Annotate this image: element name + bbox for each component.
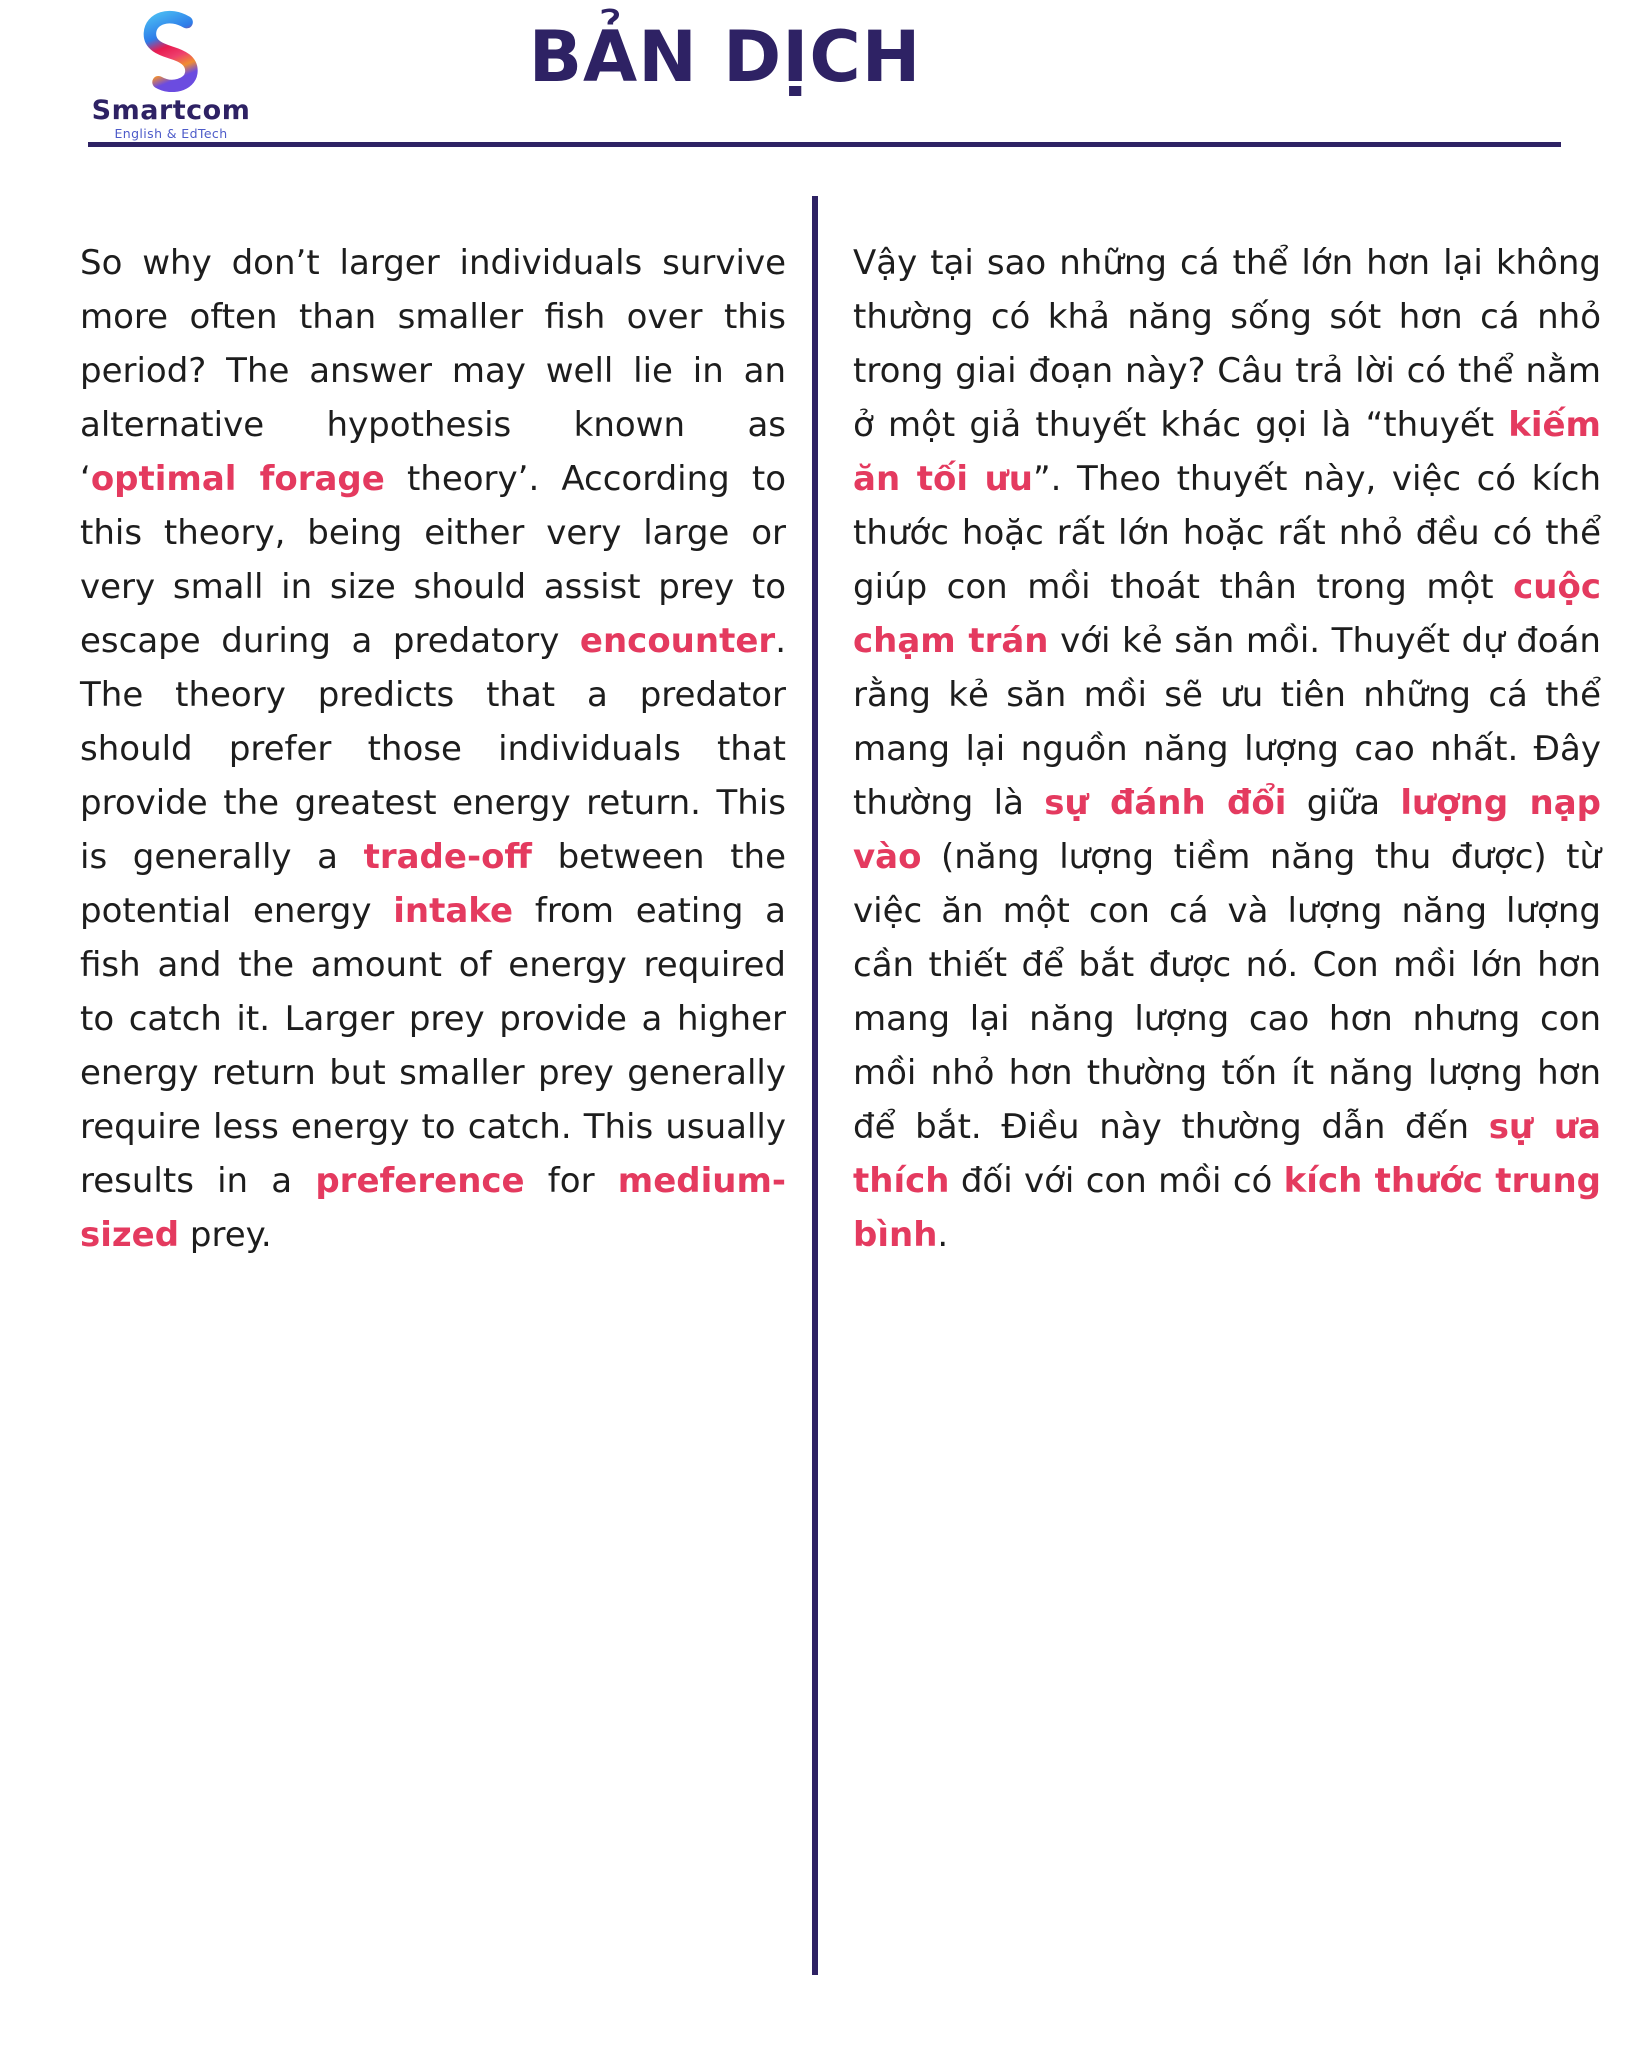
header-rule — [88, 142, 1561, 147]
logo-tagline-text: English & EdTech — [114, 126, 228, 141]
text-run: đối với con mồi có — [949, 1161, 1284, 1201]
text-run: . — [937, 1215, 949, 1255]
text-run: from eating a fish and the amount of energy required to catch it. Larger prey provide a higher energy return but smaller prey generally require less energy to catch. This usually results in a — [80, 891, 786, 1201]
text-run: ”. Theo thuyết này, việc có kích thước hoặc rất lớn hoặc rất nhỏ đều có thể giúp con mồi thoát thân trong một — [853, 459, 1602, 607]
highlighted-term: medium-sized — [80, 1161, 786, 1255]
text-run: giữa — [1286, 783, 1401, 823]
text-run: prey. — [179, 1215, 272, 1255]
highlighted-term: preference — [315, 1161, 525, 1201]
page-title: BẢN DỊCH — [528, 16, 922, 98]
highlighted-term: encounter — [579, 621, 776, 661]
highlighted-term: sự đánh đổi — [1044, 783, 1287, 823]
column-divider — [812, 196, 818, 1975]
text-run: Vậy tại sao những cá thể lớn hơn lại không thường có khả năng sống sót hơn cá nhỏ trong giai đoạn này? Câu trả lời có thể nằm ở một giả thuyết khác gọi là “thuyết — [853, 243, 1601, 445]
vietnamese-column — [853, 236, 1601, 1262]
text-run: So why don’t larger individuals survive more often than smaller fish over this period? The answer may well lie in an alternative hypothesis known as ‘ — [80, 243, 786, 499]
highlighted-term: kích thước trung bình — [853, 1161, 1601, 1255]
english-column — [80, 236, 786, 1262]
highlighted-term: lượng nạp vào — [853, 783, 1601, 877]
highlighted-term: cuộc chạm trán — [853, 567, 1601, 661]
highlighted-term: trade-off — [363, 837, 532, 877]
highlighted-term: intake — [393, 891, 514, 931]
highlighted-term: optimal forage — [90, 459, 385, 499]
highlighted-term: kiếm ăn tối ưu — [853, 405, 1601, 499]
text-run: (năng lượng tiềm năng thu được) từ việc ăn một con cá và lượng năng lượng cần thiết để bắt được nó. Con mồi lớn hơn mang lại năng lượng cao hơn nhưng con mồi nhỏ hơn thường tốn ít năng lượng hơn để bắt. Điều này thường dẫn đến — [853, 837, 1601, 1147]
text-run: for — [524, 1161, 618, 1201]
text-run: . The theory predicts that a predator should prefer those individuals that provide the greatest energy return. This is generally a — [80, 621, 786, 877]
vietnamese-paragraph — [853, 236, 1601, 1262]
english-paragraph — [80, 236, 786, 1262]
text-run: between the potential energy — [80, 837, 786, 931]
highlighted-term: sự ưa thích — [853, 1107, 1601, 1201]
text-run: với kẻ săn mồi. Thuyết dự đoán rằng kẻ săn mồi sẽ ưu tiên những cá thể mang lại nguồn năng lượng cao nhất. Đây thường là — [853, 621, 1601, 823]
text-run: theory’. According to this theory, being either very large or very small in size should assist prey to escape during a predatory — [80, 459, 786, 661]
logo-brand-text: Smartcom — [91, 95, 251, 126]
